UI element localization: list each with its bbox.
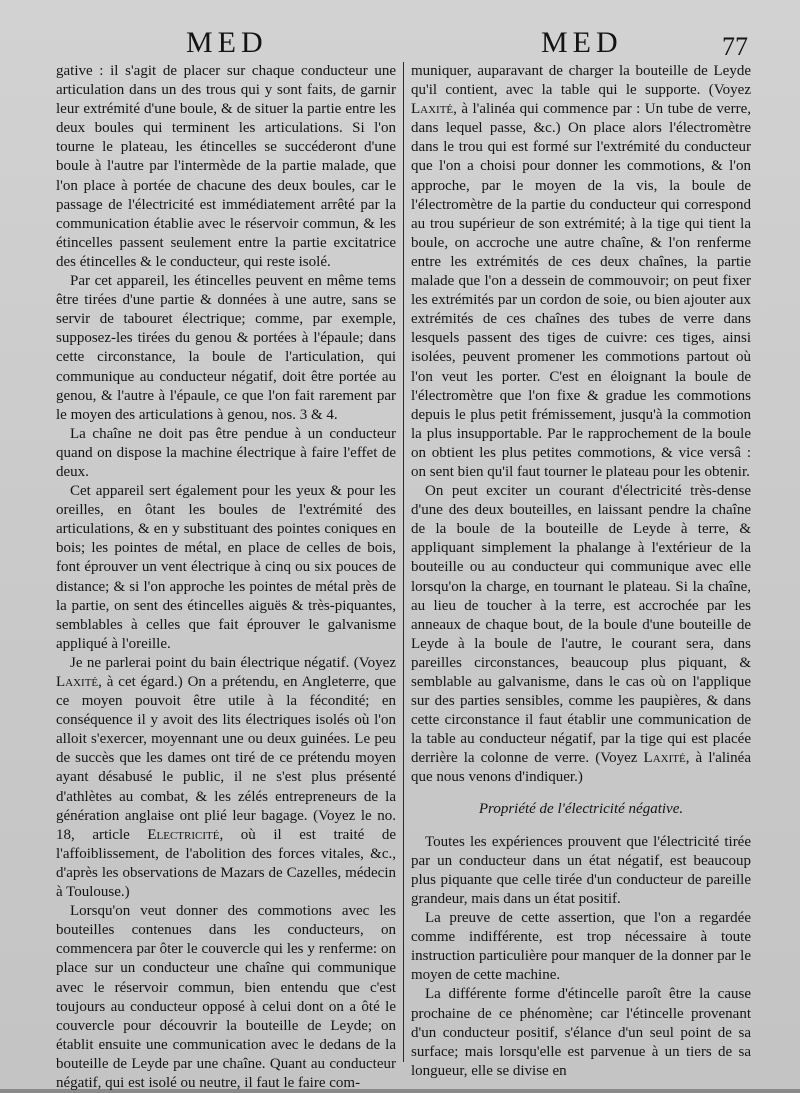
paragraph — [411, 62, 751, 482]
header-right-title: MED — [541, 26, 623, 59]
paragraph: La différente forme d'étincelle paroît être la cause prochaine de ce phénomène; car l'étincelle provenant d'un conducteur positif, s'élance d'un seul point de sa surface; mais lorsqu'elle est parvenue à un tiers de sa longueur, elle se divise en — [411, 986, 751, 1079]
cross-reference: Laxité — [411, 101, 454, 118]
paragraph — [56, 654, 396, 902]
paragraph-text: , à l'alinéa que nous venons d'indiquer.) — [411, 750, 751, 786]
paragraph-text: On peut exciter un courant d'électricité très-dense d'une des deux bouteilles, en laissant pendre la chaîne de la boule de la bouteille de Leyde à terre, & appliquant simplement la phalange à l'extérieur de la bouteille ou au conducteur qui communique avec elle lorsqu'on la charge, en tournant le plateau. Si la chaîne, au lieu de toucher à la terre, est accrochée par les anneaux de chaque bout, de la boule d'une bouteille de Leyde à la boule de l'autre, le courant sera, dans pareilles circonstances, beaucoup plus piquant, & semblable au galvanisme, dans le cas où on l'applique sur des parties sensibles, comme les paupières, & dans cette circonstance il faut établir une communication de la table au conducteur négatif, par la tige qui est placée derrière la colonne de verre. (Voyez — [411, 483, 751, 767]
paragraph: Toutes les expériences prouvent que l'électricité tirée par un conducteur dans un état négatif, est beaucoup plus piquante que celle tirée d'un conducteur de pareille grandeur, mais dans un état positif. — [411, 833, 751, 907]
paragraph: Cet appareil sert également pour les yeux & pour les oreilles, en ôtant les boules de l'extrémité des articulations, & en y substituant des pointes coniques en bois; les pointes de métal, en place de celles de bois, font éprouver un vent électrique à cinq ou six pouces de distance; & si l'on approche les pointes de métal près de la partie, on sent des étincelles aiguës & très-piquantes, semblables à celles que fait éprouver le galvanisme appliqué à l'oreille. — [56, 483, 396, 652]
paragraph-text: muniquer, auparavant de charger la bouteille de Leyde qu'il contient, avec la table qui le supporte. (Voyez — [411, 63, 751, 99]
paragraph: Lorsqu'on veut donner des commotions avec les bouteilles contenues dans les conducteurs, on commencera par ôter le couvercle qui les y renferme: on place sur un conducteur une chaîne qui communique avec le réservoir commun, bien entendu que c'est toujours au conducteur opposé à celui dont on a ôté le couvercle pour découvrir la bouteille de Leyde; on établit ensuite une communication avec le dedans de la bouteille de Leyde par une chaîne. Quant au conducteur négatif, qui est isolé ou neutre, il faut le faire com- — [56, 903, 396, 1091]
column-divider — [403, 62, 404, 1062]
right-column — [411, 62, 751, 1081]
paragraph-text: Je ne parlerai point du bain électrique négatif. (Voyez — [70, 654, 396, 671]
paragraph-text: , à l'alinéa qui commence par : Un tube de verre, dans lequel passe, &c.) On place alors l'électromètre dans le trou qui est formé sur l'extrémité du conducteur que l'on a choisi pour donner les commotions, & l'on approche, par le moyen de la vis, la boule de l'électromètre de la partie du conducteur qui correspond au trou supérieur de son extrémité; à la tige qui tient la boule, on accroche une autre chaîne, & l'on renferme entre les extrémités de ces deux chaînes, la partie malade que l'on a dessein de commouvoir; on peut fixer les extrémités par un cordon de soie, ou bien ajouter aux extrémités de ces chaînes des tubes de verre dans lesquels passent des tiges de cuivre: ces tiges, ainsi isolées, peuvent promener les commotions partout où l'on veut les porter. C'est en éloignant la boule de l'électromètre que l'on fixe & gradue les commotions depuis le plus petit frémissement, jusqu'à la commotion la plus insupportable. Par le rapprochement de la boule on obtient les plus petites commotions, & vice versâ : on sent bien qu'il faut tourner le plateau pour les obtenir. — [411, 101, 751, 480]
paragraph: Par cet appareil, les étincelles peuvent en même tems être tirées d'une partie & données à une autre, sans se servir de tabouret électrique; comme, par exemple, supposez-les tirées du genou & portées à l'épaule; dans cette circonstance, la boule de l'articulation, qui communique au conducteur négatif, doit être portée au genou, & l'autre à l'épaule, ce que l'on fait rarement par le moyen des articulations à genou, nos. 3 & 4. — [56, 273, 396, 423]
cross-reference: Laxité — [643, 750, 686, 767]
cross-reference: Electricité — [147, 826, 220, 843]
page-number: 77 — [722, 32, 748, 61]
section-heading: Propriété de l'électricité négative. — [478, 800, 684, 817]
cross-reference: Laxité — [56, 674, 99, 690]
left-column — [56, 62, 396, 1093]
paragraph — [411, 482, 751, 788]
header-left-title: MED — [186, 26, 268, 59]
paragraph: La preuve de cette assertion, que l'on a regardée comme indifférente, est trop nécessaire à toute instruction particulière pour manquer de la donner par le moyen de cette machine. — [411, 910, 751, 984]
paragraph-text: , où il est traité de l'affoiblissement, de l'abolition des forces vitales, &c., d'après les observations de Mazars de Cazelles, médecin à Toulouse.) — [56, 826, 396, 901]
running-header — [0, 20, 800, 60]
paragraph: La chaîne ne doit pas être pendue à un conducteur quand on dispose la machine électrique à faire l'effet de deux. — [56, 425, 396, 480]
paragraph: gative : il s'agit de placer sur chaque conducteur une articulation dans un des trous qui y sont faits, de garnir leur extrémité d'une boule, & de situer la partie entre les deux boules qui terminent les articulations. Si l'on tourne le plateau, les étincelles se succéderont d'une boule à l'autre par l'intermède de la partie malade, que l'on place à portée de chacune des deux boules, car le passage de l'électricité est immédiatement arrêté par la communication établie avec le réservoir commun, & les étincelles passent seulement entre la partie excitatrice des étincelles & le conducteur, qui reste isolé. — [56, 63, 396, 270]
paragraph-text: , à cet égard.) On a prétendu, en Angleterre, que ce moyen pouvoit être utile à la fécondité; en conséquence il y avoit des lits électriques isolés où l'on alloit s'exercer, moyennant une ou deux guinées. Le peu de succès que les dames ont tiré de ce prétendu moyen ayant désabusé le public, il ne s'est plus présenté d'athlètes au combat, & les zélés entrepreneurs de la génération anglaise ont plié leur bagage. (Voyez le no. 18, article — [56, 674, 396, 843]
